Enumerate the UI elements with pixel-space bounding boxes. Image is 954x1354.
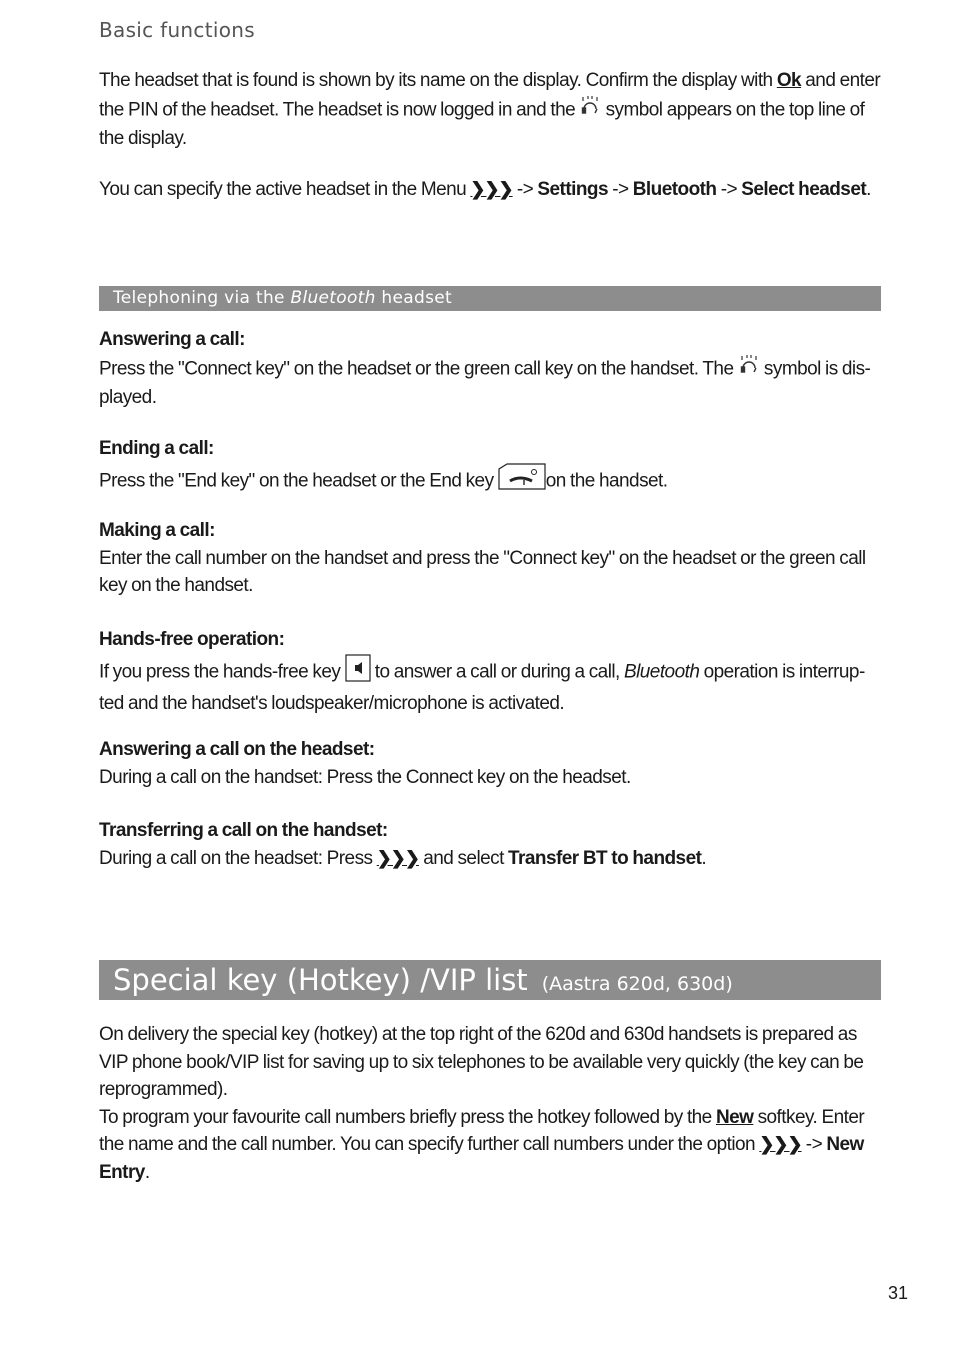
handsfree-block bbox=[99, 626, 884, 718]
ending-text bbox=[99, 463, 884, 500]
answer-headset-text: During a call on the handset: Press the Connect key on the headset. bbox=[99, 766, 631, 788]
text: symbol appears on the top line of the display. bbox=[99, 98, 865, 149]
text: operation is interrup-ted and the handset's loudspeaker/microphone is activated. bbox=[99, 660, 865, 714]
text: . bbox=[144, 1161, 150, 1183]
transfer-block bbox=[99, 817, 884, 872]
text: . bbox=[866, 179, 871, 200]
text: -> bbox=[716, 179, 742, 200]
settings-label: Settings bbox=[537, 179, 608, 200]
ending-call-block bbox=[99, 435, 884, 499]
text: symbol is dis-played. bbox=[99, 357, 871, 408]
speaker-key-icon bbox=[345, 654, 371, 691]
end-key-icon bbox=[498, 463, 546, 500]
menu-icon: ❯❯❯ bbox=[376, 847, 419, 868]
section-bar-hotkey bbox=[99, 960, 881, 1000]
text: -> bbox=[607, 179, 633, 200]
section-subtitle: (Aastra 620d, 630d) bbox=[541, 973, 733, 995]
transfer-text bbox=[99, 845, 884, 873]
select-headset-label: Select headset bbox=[741, 179, 867, 200]
section-bar-bluetooth bbox=[99, 286, 881, 311]
menu-icon: ❯❯❯ bbox=[470, 179, 513, 199]
ok-softkey: Ok bbox=[776, 70, 802, 91]
bluetooth-label: Bluetooth bbox=[632, 179, 717, 200]
text: softkey. Enter the name and the call number. You can specify further call numbers under the option bbox=[99, 1106, 865, 1155]
handsfree-heading: Hands-free operation: bbox=[99, 629, 285, 650]
intro-paragraph-1 bbox=[99, 67, 884, 153]
text: -> bbox=[512, 179, 538, 200]
intro-paragraph-2 bbox=[99, 176, 884, 204]
text: The headset that is found is shown by its name on the display. Confirm the display with bbox=[99, 70, 777, 91]
text: Bluetooth bbox=[624, 660, 700, 682]
hotkey-text-2 bbox=[99, 1104, 884, 1187]
making-call-block bbox=[99, 517, 884, 600]
hotkey-paragraph bbox=[99, 1021, 884, 1186]
ending-heading: Ending a call: bbox=[99, 438, 214, 459]
transfer-bt-label: Transfer BT to handset bbox=[508, 847, 702, 869]
text: If you press the hands-free key bbox=[99, 660, 345, 682]
answering-text bbox=[99, 354, 884, 412]
running-head: Basic functions bbox=[99, 18, 255, 42]
text: to answer a call or during a call, bbox=[370, 660, 624, 682]
text: Press the "Connect key" on the headset or the green call key on the handset. The bbox=[99, 357, 738, 379]
text: During a call on the headset: Press bbox=[99, 847, 377, 869]
new-softkey: New bbox=[715, 1106, 754, 1128]
handsfree-text bbox=[99, 654, 884, 718]
headset-icon bbox=[579, 95, 601, 126]
section-title: headset bbox=[375, 288, 452, 308]
hotkey-text-1: On delivery the special key (hotkey) at the top right of the 620d and 630d handsets is prepared as VIP phone book/VIP list for saving up to six telephones to be available very quickly (the key can be reprogrammed). bbox=[99, 1024, 864, 1100]
menu-icon: ❯❯❯ bbox=[759, 1134, 802, 1154]
section-title: Special key (Hotkey) /VIP list bbox=[113, 963, 528, 997]
text: You can specify the active headset in the Menu bbox=[99, 179, 471, 200]
answering-heading: Answering a call: bbox=[99, 329, 245, 350]
section-title: Telephoning via the bbox=[113, 288, 291, 308]
making-text: Enter the call number on the handset and press the "Connect key" on the headset or the green call key on the handset. bbox=[99, 547, 866, 596]
new-entry-label: New Entry bbox=[99, 1134, 864, 1183]
headset-icon bbox=[738, 354, 760, 385]
text: and enter the PIN of the headset. The headset is now logged in and the bbox=[99, 70, 881, 120]
making-heading: Making a call: bbox=[99, 520, 215, 541]
text: -> bbox=[801, 1134, 827, 1155]
answer-headset-block bbox=[99, 736, 884, 791]
text: on the handset. bbox=[545, 469, 668, 491]
page-number: 31 bbox=[887, 1283, 908, 1303]
text: To program your favourite call numbers briefly press the hotkey followed by the bbox=[99, 1106, 716, 1128]
text: Press the "End key" on the headset or the End key bbox=[99, 469, 498, 491]
answering-call-block bbox=[99, 326, 884, 412]
text: . bbox=[701, 847, 707, 869]
text: and select bbox=[418, 847, 509, 869]
answer-headset-heading: Answering a call on the headset: bbox=[99, 739, 375, 760]
transfer-heading: Transferring a call on the handset: bbox=[99, 820, 388, 841]
section-title-italic: Bluetooth bbox=[290, 288, 376, 308]
